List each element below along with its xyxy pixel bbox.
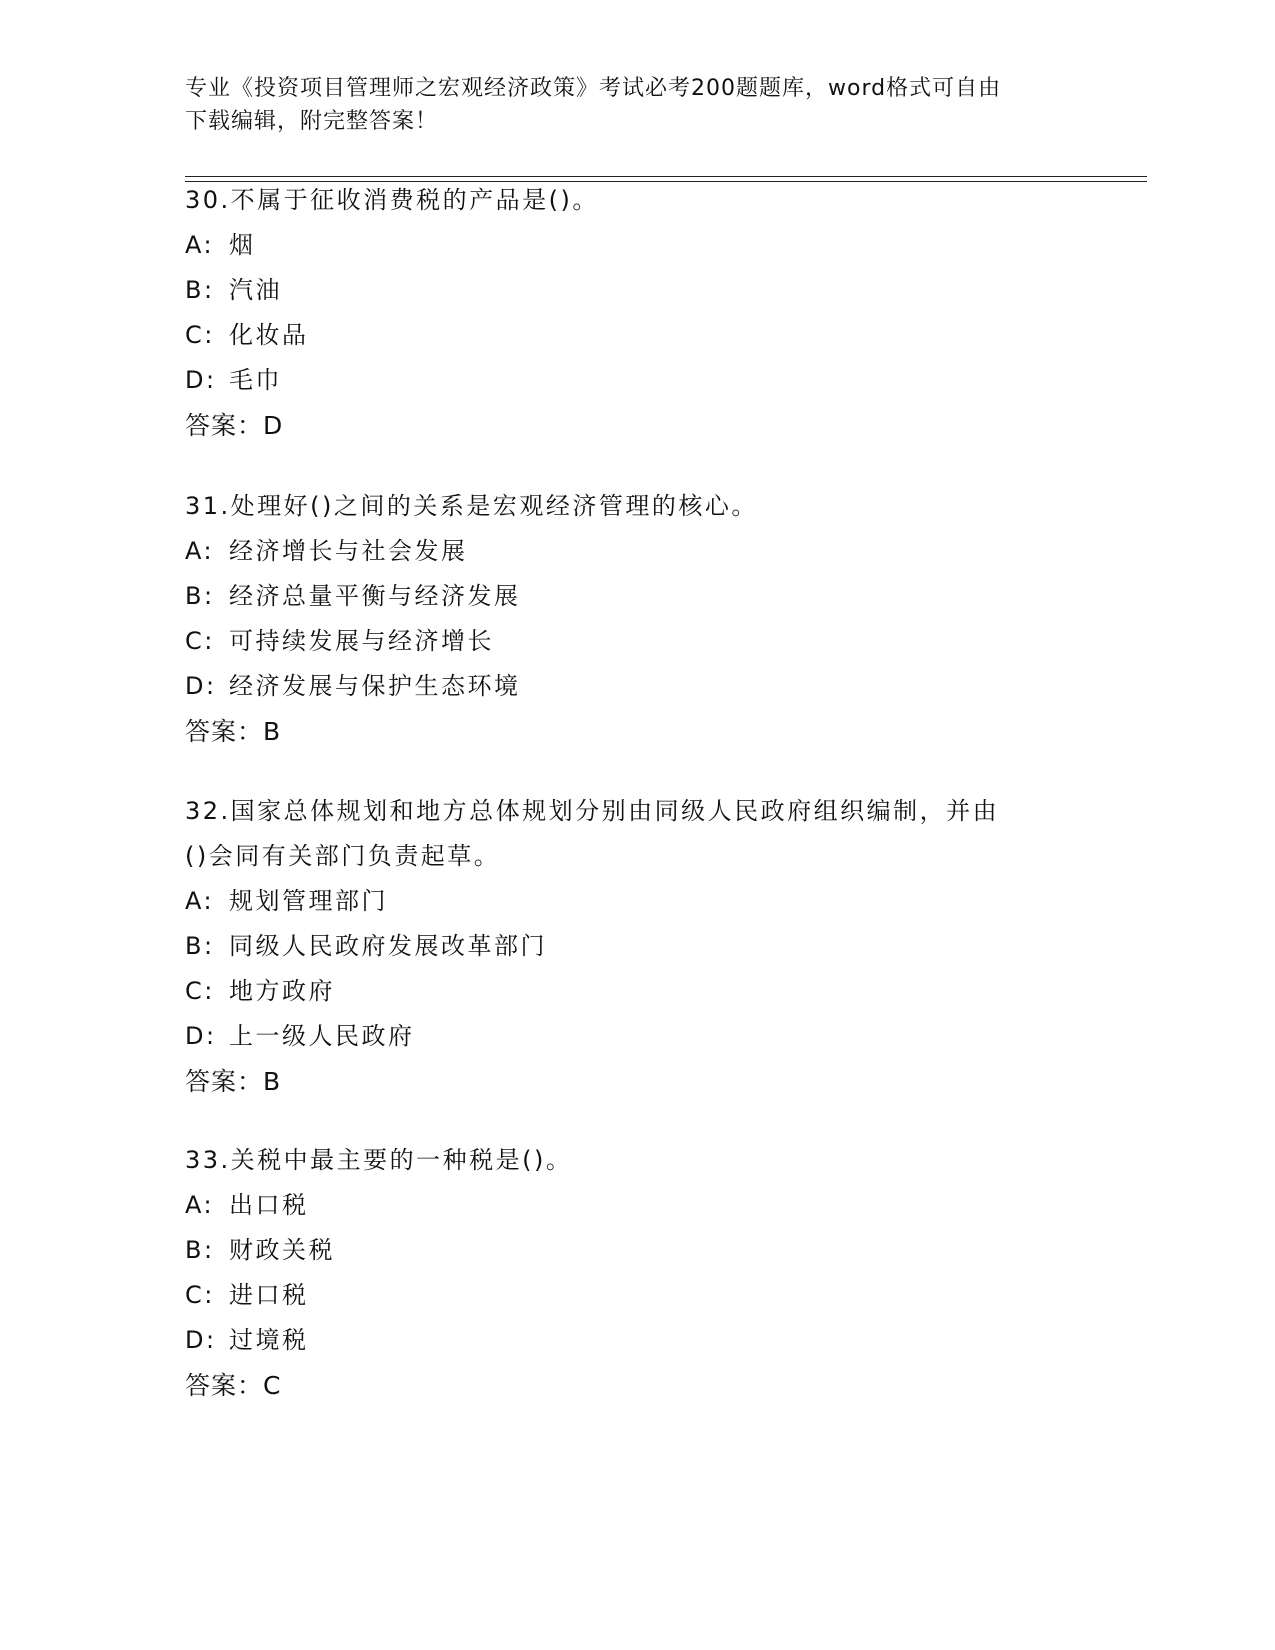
question-31 [185,484,1085,754]
option-text: 汽油 [229,276,282,304]
option-text: 地方政府 [229,977,335,1005]
option-text: 经济总量平衡与经济发展 [229,582,521,610]
answer-line: 答案：B [185,717,282,746]
option-d [185,1318,1085,1363]
option-letter: C: [185,627,215,655]
option-c [185,619,1085,664]
option-letter: B: [185,1236,215,1264]
option-text: 经济发展与保护生态环境 [229,672,521,700]
option-text: 烟 [229,231,256,259]
option-text: 过境税 [229,1326,309,1354]
option-letter: D: [185,1326,217,1354]
option-text: 化妆品 [229,321,309,349]
option-letter: B: [185,582,215,610]
option-letter: A: [185,887,215,915]
header-divider-top [185,176,1147,177]
option-letter: C: [185,1281,215,1309]
question-stem: 31.处理好()之间的关系是宏观经济管理的核心。 [185,492,758,520]
answer-line: 答案：B [185,1067,282,1096]
option-d [185,1014,1085,1059]
option-c [185,313,1085,358]
option-b [185,924,1085,969]
question-stem-continued: ()会同有关部门负责起草。 [185,842,501,870]
question-stem: 33.关税中最主要的一种税是()。 [185,1146,573,1174]
question-33 [185,1138,1085,1408]
option-a [185,1183,1085,1228]
option-text: 同级人民政府发展改革部门 [229,932,547,960]
option-letter: A: [185,1191,215,1219]
option-b [185,268,1085,313]
option-letter: C: [185,321,215,349]
option-d [185,358,1085,403]
option-letter: D: [185,366,217,394]
header-line-1: 专业《投资项目管理师之宏观经济政策》考试必考200题题库，word格式可自由 [185,76,1002,101]
answer-line: 答案：C [185,1371,282,1400]
option-letter: D: [185,672,217,700]
option-text: 可持续发展与经济增长 [229,627,494,655]
option-letter: C: [185,977,215,1005]
question-32 [185,789,1085,1104]
option-letter: D: [185,1022,217,1050]
option-text: 出口税 [229,1191,309,1219]
option-c [185,969,1085,1014]
option-text: 规划管理部门 [229,887,388,915]
option-b [185,574,1085,619]
header-line-2: 下载编辑，附完整答案！ [185,109,439,134]
option-letter: A: [185,537,215,565]
option-b [185,1228,1085,1273]
option-d [185,664,1085,709]
option-text: 经济增长与社会发展 [229,537,468,565]
option-text: 财政关税 [229,1236,335,1264]
option-letter: B: [185,932,215,960]
option-text: 上一级人民政府 [229,1022,415,1050]
option-letter: A: [185,231,215,259]
answer-line: 答案：D [185,411,284,440]
option-text: 进口税 [229,1281,309,1309]
question-stem: 30.不属于征收消费税的产品是()。 [185,186,599,214]
option-a [185,879,1085,924]
option-text: 毛巾 [229,366,282,394]
document-header [185,72,1085,138]
option-a [185,223,1085,268]
question-stem: 32.国家总体规划和地方总体规划分别由同级人民政府组织编制，并由 [185,797,1000,825]
option-c [185,1273,1085,1318]
option-a [185,529,1085,574]
option-letter: B: [185,276,215,304]
question-30 [185,178,1085,448]
